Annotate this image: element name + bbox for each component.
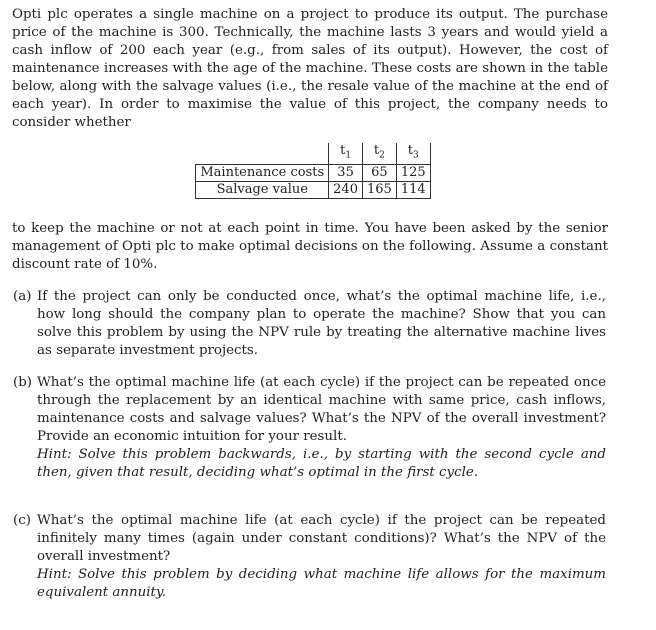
question-label: (c) [13,512,31,528]
question-label: (a) [13,288,32,304]
question-body [37,288,608,360]
document-page [12,6,608,602]
question-hint: Hint: Solve this problem backwards, i.e., by starting with the second cycle and then, given that result, deciding what’s optimal in the first cycle. [37,446,606,480]
question-label: (b) [13,374,33,390]
question-body [37,512,608,602]
row-label-salvage: Salvage value [196,181,329,198]
table-cell: 35 [329,164,363,181]
cost-table [195,143,430,199]
table-cell: 240 [329,181,363,198]
table-cell: 114 [396,181,430,198]
question-text: What’s the optimal machine life (at each cycle) if the project can be repeated once through the replacement by an identical machine with same price, cash inflows, maintenance costs and salvage values? What’s the NPV of the overall investment? Provide an economic intuition for your result. [37,374,606,444]
table-header-t3: $t_3$ [396,143,430,164]
cost-table-wrapper [12,143,608,199]
table-cell: 165 [362,181,396,198]
continuation-paragraph: to keep the machine or not at each point in time. You have been asked by the senior management of Opti plc to make optimal decisions on the following. Assume a constant discount rate of 10%. [12,220,608,272]
table-cell: 65 [362,164,396,181]
table-corner [196,143,329,164]
question-a [12,288,608,360]
table-header-row [196,143,430,164]
question-hint: Hint: Solve this problem by deciding what machine life allows for the maximum equivalent annuity. [37,566,606,600]
table-header-t1: $t_1$ [329,143,363,164]
question-text: If the project can only be conducted once, what’s the optimal machine life, i.e., how long should the company plan to operate the machine? Show that you can solve this problem by using the NPV rule by treating the alternative machine lives as separate investment projects. [37,288,606,358]
intro-paragraph: Opti plc operates a single machine on a project to produce its output. The purchase price of the machine is 300. Technically, the machine lasts 3 years and would yield a cash inflow of 200 each year (e.g., from sales of its output). However, the cost of maintenance increases with the age of the machine. These costs are shown in the table below, along with the salvage values (i.e., the resale value of the machine at the end of each year). In order to maximise the value of this project, the company needs to consider whether [12,7,608,130]
table-cell: 125 [396,164,430,181]
question-c [12,512,608,602]
question-b [12,374,608,482]
table-header-t2: $t_2$ [362,143,396,164]
question-body [37,374,608,482]
question-text: What’s the optimal machine life (at each cycle) if the project can be repeated infinitely many times (again under constant conditions)? What’s the NPV of the overall investment? [37,512,606,564]
table-row-maintenance [196,164,430,181]
table-row-salvage [196,181,430,198]
row-label-maintenance: Maintenance costs [196,164,329,181]
